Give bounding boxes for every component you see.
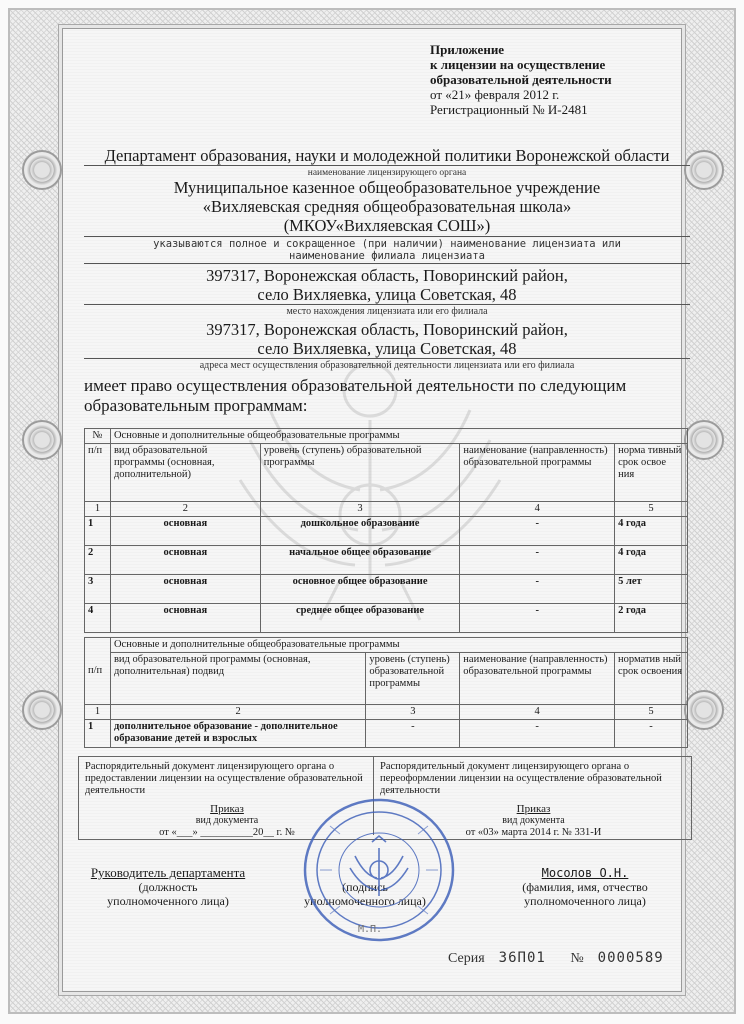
table2-idx: 2 bbox=[110, 705, 365, 720]
position-hint-2: уполномоченного лица) bbox=[107, 894, 229, 908]
row-direction: - bbox=[460, 517, 615, 546]
table1-idx: 2 bbox=[110, 502, 260, 517]
table1-col-level: уровень (ступень) образовательной программы bbox=[260, 444, 460, 502]
row-level: - bbox=[366, 720, 460, 748]
rights-line-2: образовательным программам: bbox=[84, 396, 308, 415]
table2-group-head: Основные и дополнительные общеобразовательные программы bbox=[110, 638, 687, 653]
appendix-date: от «21» февраля 2012 г. bbox=[430, 87, 560, 102]
activity-address-line-2: село Вихляевка, улица Советская, 48 bbox=[257, 339, 517, 358]
row-level: дошкольное образование bbox=[260, 517, 460, 546]
licensee-line-1: Муниципальное казенное общеобразовательное учреждение bbox=[173, 178, 601, 197]
table2-col-level: уровень (ступень) образовательной программы bbox=[366, 653, 460, 705]
licensee-line-2: «Вихляевская средняя общеобразовательная школа» bbox=[202, 197, 572, 216]
row-term: 5 лет bbox=[615, 575, 688, 604]
table1-num-head-2: п/п bbox=[85, 444, 111, 502]
row-direction: - bbox=[460, 720, 615, 748]
table2-col-direction: наименование (направленность) образовательной программы bbox=[460, 653, 615, 705]
row-number: 3 bbox=[85, 575, 111, 604]
row-number: 2 bbox=[85, 546, 111, 575]
row-level: начальное общее образование bbox=[260, 546, 460, 575]
programs-table-additional bbox=[84, 637, 688, 748]
row-term: 4 года bbox=[615, 546, 688, 575]
programs-table-main bbox=[84, 428, 688, 633]
location-line-1: 397317, Воронежская область, Поворинский район, bbox=[206, 266, 568, 285]
table-row bbox=[85, 604, 688, 633]
row-term: - bbox=[615, 720, 688, 748]
row-direction: - bbox=[460, 604, 615, 633]
appendix-title: Приложение bbox=[430, 42, 505, 57]
authority-name: Департамент образования, науки и молодежной политики Воронежской области bbox=[104, 146, 670, 165]
official-seal bbox=[300, 796, 458, 944]
row-level: основное общее образование bbox=[260, 575, 460, 604]
licensee-hint-1: указываются полное и сокращенное (при наличии) наименование лицензиата или bbox=[84, 236, 690, 251]
table2-idx: 3 bbox=[366, 705, 460, 720]
table-row bbox=[85, 546, 688, 575]
series-value: 36П01 bbox=[498, 950, 546, 966]
position-hint: (должность bbox=[138, 880, 198, 894]
table-row bbox=[85, 575, 688, 604]
series-label: Серия bbox=[448, 951, 485, 966]
row-number: 4 bbox=[85, 604, 111, 633]
stamp-place-label: М.П. bbox=[358, 924, 383, 935]
appendix-header bbox=[430, 42, 710, 117]
signature-hint: (подпись bbox=[342, 880, 388, 894]
row-kind: основная bbox=[110, 517, 260, 546]
table2-col-term: норматив ный срок освоения bbox=[615, 653, 688, 705]
row-kind: дополнительное образование - дополнительное образование детей и взрослых bbox=[110, 720, 365, 748]
signature-hint-2: уполномоченного лица) bbox=[304, 894, 426, 908]
row-direction: - bbox=[460, 546, 615, 575]
number-value: 0000589 bbox=[597, 950, 664, 966]
row-kind: основная bbox=[110, 604, 260, 633]
table1-idx: 4 bbox=[460, 502, 615, 517]
order-reissue-hint: вид документа bbox=[502, 815, 565, 826]
position-title: Руководитель департамента bbox=[90, 865, 246, 880]
form-series bbox=[448, 950, 664, 967]
signatory-name-value: Мосолов О.Н. bbox=[541, 866, 629, 880]
rights-line-1: имеет право осуществления образовательной деятельности по следующим bbox=[84, 376, 627, 395]
activity-address-hint: адреса мест осуществления образовательной деятельности лицензиата или его филиала bbox=[84, 358, 690, 372]
table1-group-head: Основные и дополнительные общеобразовательные программы bbox=[110, 429, 687, 444]
order-reissue-text: Распорядительный документ лицензирующего органа о переоформлении лицензии на осуществление образовательной деятельности bbox=[380, 761, 662, 796]
row-number: 1 bbox=[85, 517, 111, 546]
name-hint: (фамилия, имя, отчество bbox=[522, 880, 648, 894]
licensee-line-3: (МКОУ«Вихляевская СОШ») bbox=[283, 216, 491, 235]
row-level: среднее общее образование bbox=[260, 604, 460, 633]
table2-num-head: п/п bbox=[85, 638, 111, 705]
location-hint: место нахождения лицензиата или его филиала bbox=[84, 304, 690, 318]
table1-idx: 3 bbox=[260, 502, 460, 517]
table1-col-direction: наименование (направленность) образовательной программы bbox=[460, 444, 615, 502]
licensee-hint-2: наименование филиала лицензиата bbox=[84, 249, 690, 264]
order-issue-hint: вид документа bbox=[195, 815, 259, 826]
order-issue-text: Распорядительный документ лицензирующего органа о предоставлении лицензии на осуществление образовательной деятельности bbox=[85, 761, 363, 796]
row-direction: - bbox=[460, 575, 615, 604]
signatory-name bbox=[500, 866, 670, 908]
appendix-reg-number: Регистрационный № И-2481 bbox=[430, 102, 588, 117]
order-issue-number: от «___» __________20__ г. № bbox=[159, 827, 295, 838]
activity-address-line-1: 397317, Воронежская область, Поворинский район, bbox=[206, 320, 568, 339]
signatory-position bbox=[78, 866, 258, 908]
location-line-2: село Вихляевка, улица Советская, 48 bbox=[257, 285, 517, 304]
table1-col-kind: вид образовательной программы (основная, дополнительной) bbox=[110, 444, 260, 502]
table1-idx: 5 bbox=[615, 502, 688, 517]
table2-idx: 4 bbox=[460, 705, 615, 720]
table2-idx: 5 bbox=[615, 705, 688, 720]
number-label: № bbox=[570, 951, 584, 966]
name-hint-2: уполномоченного лица) bbox=[524, 894, 646, 908]
appendix-subtitle: к лицензии на осуществление bbox=[430, 57, 606, 72]
order-reissue-number: от «03» марта 2014 г. № 331-И bbox=[465, 827, 602, 838]
order-reissue-title: Приказ bbox=[516, 803, 551, 815]
appendix-subtitle-2: образовательной деятельности bbox=[430, 72, 612, 87]
table-row bbox=[85, 517, 688, 546]
row-term: 2 года bbox=[615, 604, 688, 633]
row-kind: основная bbox=[110, 546, 260, 575]
table-row bbox=[85, 720, 688, 748]
table1-idx: 1 bbox=[85, 502, 111, 517]
authority-hint: наименование лицензирующего органа bbox=[84, 165, 690, 179]
row-term: 4 года bbox=[615, 517, 688, 546]
rights-statement bbox=[84, 376, 684, 416]
table1-num-head: № bbox=[85, 429, 111, 444]
order-issue-title: Приказ bbox=[210, 803, 244, 815]
table2-col-kind: вид образовательной программы (основная, дополнительная) подвид bbox=[110, 653, 365, 705]
row-number: 1 bbox=[85, 720, 111, 748]
table1-col-term: норма тивный срок освое ния bbox=[615, 444, 688, 502]
table2-idx: 1 bbox=[85, 705, 111, 720]
row-kind: основная bbox=[110, 575, 260, 604]
